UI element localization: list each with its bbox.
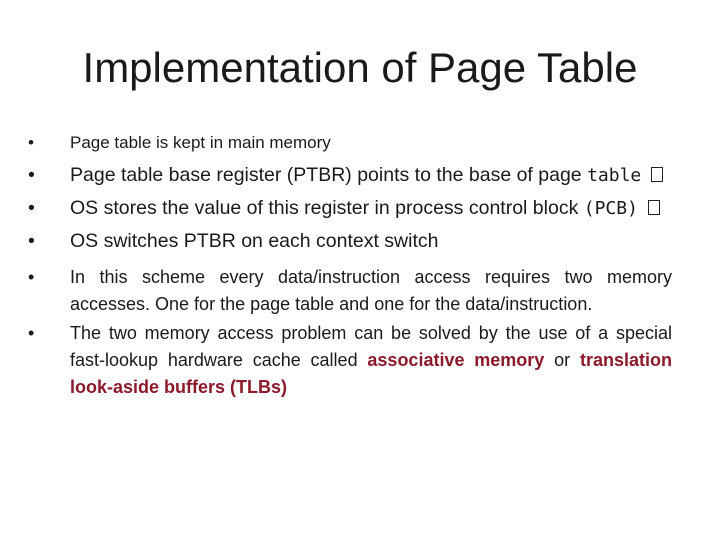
bullet-text: OS switches PTBR on each context switch: [70, 230, 439, 252]
list-item: [28, 264, 672, 318]
highlight-tlb: translation look-aside buffers (TLBs): [70, 350, 672, 397]
missing-glyph-icon: [651, 167, 663, 182]
bullet-marker: •: [28, 133, 34, 152]
missing-glyph-icon: [648, 200, 660, 215]
slide-title: Implementation of Page Table: [82, 44, 638, 91]
list-item: [28, 130, 672, 155]
bullet-marker: •: [28, 197, 35, 219]
bullet-text: In this scheme every data/instruction access requires two memory accesses. One for the page table and one for the data/instruction.: [70, 267, 672, 314]
bullet-text: Page table is kept in main memory: [70, 133, 331, 152]
bullet-marker: •: [28, 267, 35, 287]
bullet-list: [28, 130, 672, 403]
list-item: [28, 320, 672, 401]
bullet-marker: •: [28, 230, 35, 252]
bullet-text-mono: (PCB): [583, 198, 638, 219]
bullet-text: Page table base register (PTBR) points to the base of page: [70, 164, 582, 186]
list-item: [28, 161, 672, 190]
bullet-text: or: [554, 350, 571, 370]
bullet-marker: •: [28, 323, 35, 343]
bullet-text: The two memory access problem can be solved by the use of a special fast-lookup hardware cache called: [70, 323, 672, 370]
bullet-text-mono: table: [587, 165, 642, 186]
highlight-associative-memory: associative memory: [367, 350, 545, 370]
list-item: [28, 194, 672, 223]
list-item: [28, 227, 672, 256]
bullet-marker: •: [28, 164, 35, 186]
bullet-text: OS stores the value of this register in process control block: [70, 197, 579, 219]
